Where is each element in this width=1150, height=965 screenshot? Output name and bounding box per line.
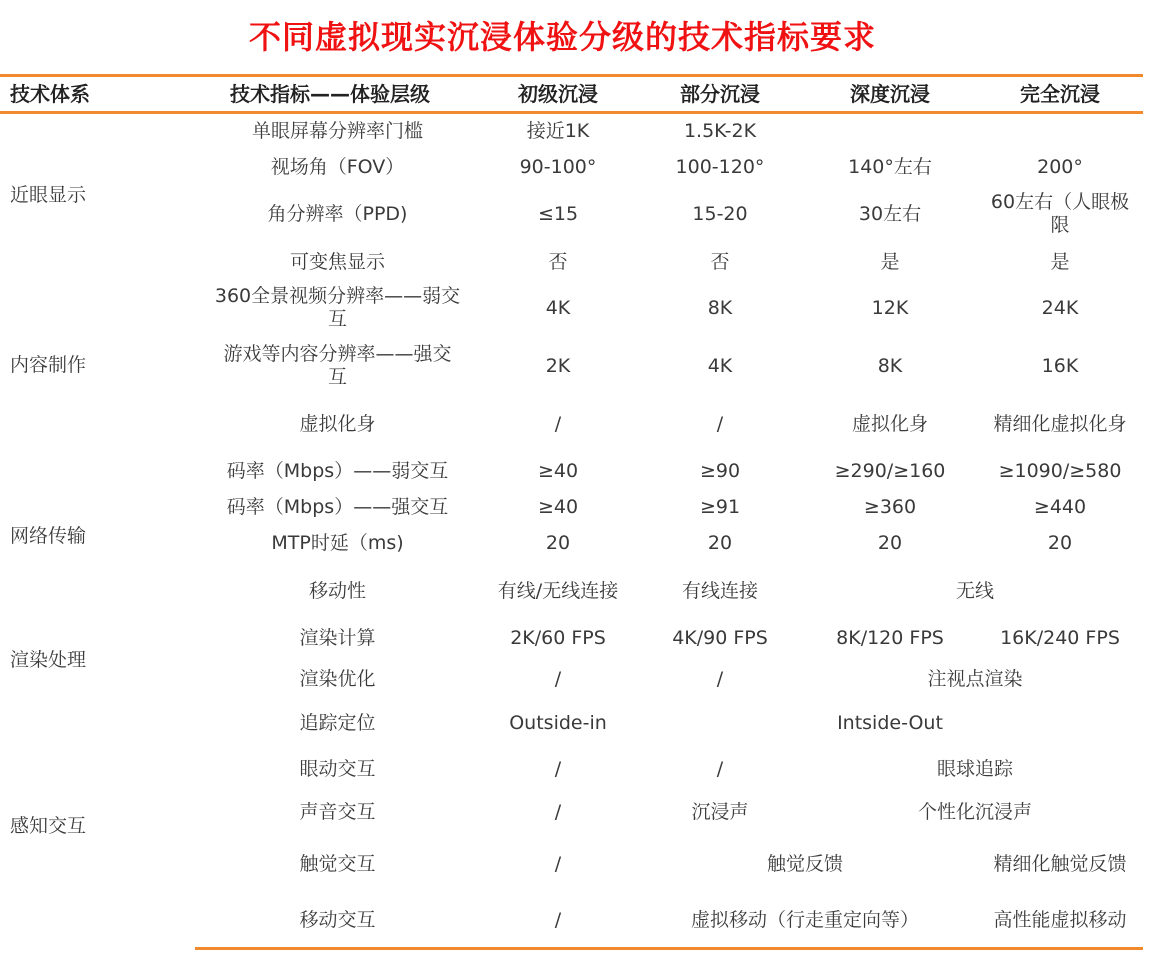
level3-cell: 140°左右 <box>848 155 932 178</box>
level1-cell: 2K <box>545 354 571 377</box>
level1-cell: / <box>554 852 562 875</box>
level2-cell: 沉浸声 <box>691 800 749 823</box>
metric-cell: 码率（Mbps）——弱交互 <box>226 459 449 482</box>
table-row <box>0 398 1150 450</box>
level1-cell: 接近1K <box>526 119 590 142</box>
level4-cell: 是 <box>1050 250 1070 273</box>
level23-cell: 触觉反馈 <box>766 852 843 875</box>
metric-cell: 渲染优化 <box>299 667 376 690</box>
header-level1: 初级沉浸 <box>518 82 598 106</box>
header-metric: 技术指标——体验层级 <box>230 82 430 106</box>
level23-cell: 虚拟移动（行走重定向等） <box>690 908 919 931</box>
level1-cell: / <box>554 757 562 780</box>
level2-cell: 否 <box>710 250 730 273</box>
metric-cell: MTP时延（ms) <box>271 531 404 554</box>
metric-cell <box>205 283 470 333</box>
metric-cell: 移动交互 <box>299 908 376 931</box>
level1-cell: 否 <box>548 250 568 273</box>
level1-cell: ≥40 <box>537 459 579 482</box>
level3-cell: ≥360 <box>863 495 917 518</box>
level3-cell: 虚拟化身 <box>851 412 928 435</box>
top-rule <box>0 74 1143 77</box>
level1-cell: / <box>554 412 562 435</box>
level2-cell: / <box>716 667 724 690</box>
level1-cell: 4K <box>545 296 571 319</box>
level4-cell: 200° <box>1037 155 1083 178</box>
metric-cell <box>205 340 470 392</box>
header-level3: 深度沉浸 <box>850 82 930 106</box>
table-row <box>0 340 1150 392</box>
table-row <box>0 457 1150 485</box>
header-system: 技术体系 <box>10 82 90 106</box>
level1-text: 有线/无线连接 <box>497 579 619 602</box>
header-rule <box>0 111 1143 114</box>
header-level4: 完全沉浸 <box>1020 82 1100 106</box>
level34-cell: 个性化沉浸声 <box>917 800 1032 823</box>
metric-cell: 虚拟化身 <box>299 412 376 435</box>
page-title: 不同虚拟现实沉浸体验分级的技术指标要求 <box>248 18 876 56</box>
level4-cell: 16K/240 FPS <box>1000 626 1120 649</box>
level2-cell: 4K <box>707 354 733 377</box>
bottom-rule <box>195 947 1143 950</box>
metric-cell: 可变焦显示 <box>289 250 385 273</box>
level2-cell: ≥91 <box>699 495 741 518</box>
metric-cell: 移动性 <box>308 579 366 602</box>
level4-text: 精细化触觉反馈 <box>993 852 1127 875</box>
table-row <box>0 152 1150 182</box>
metric-cell: 单眼屏幕分辨率门槛 <box>251 119 423 142</box>
category-render: 渲染处理 <box>10 649 87 671</box>
metric-cell: 渲染计算 <box>299 626 376 649</box>
table-row <box>0 894 1150 946</box>
level1-cell: ≤15 <box>537 202 579 225</box>
table-row <box>0 709 1150 737</box>
level3-cell: 12K <box>871 296 909 319</box>
header-level2: 部分沉浸 <box>680 82 760 106</box>
level3-cell: 20 <box>877 531 903 554</box>
level1-cell: / <box>554 667 562 690</box>
level1-cell: Outside-in <box>509 711 607 734</box>
metric-text: 360全景视频分辨率——弱交互 <box>214 285 461 330</box>
level2-cell: / <box>716 412 724 435</box>
table-row <box>0 755 1150 783</box>
level1-cell <box>478 565 638 617</box>
level1-cell: 2K/60 FPS <box>510 626 606 649</box>
level3-cell: 8K <box>877 354 903 377</box>
table-row <box>0 838 1150 890</box>
metric-text: 游戏等内容分辨率——强交互 <box>223 343 452 388</box>
level4-cell <box>980 188 1140 240</box>
level4-cell <box>980 838 1140 890</box>
level2-cell: / <box>716 757 724 780</box>
level4-cell: ≥1090/≥580 <box>998 459 1122 482</box>
table-row <box>0 188 1150 240</box>
level3-cell: 30左右 <box>858 202 922 225</box>
table-row <box>0 283 1150 333</box>
level4-text: 精细化虚拟化身 <box>993 412 1127 435</box>
level4-text: 60左右（人眼极限 <box>990 191 1130 236</box>
level4-cell: 20 <box>1047 531 1073 554</box>
level1-cell: 20 <box>545 531 571 554</box>
table-row <box>0 665 1150 693</box>
level2-cell: 1.5K-2K <box>683 119 757 142</box>
level1-cell: ≥40 <box>537 495 579 518</box>
category-display: 近眼显示 <box>10 184 87 206</box>
level4-cell: 16K <box>1041 354 1079 377</box>
table-row <box>0 529 1150 557</box>
level1-cell: / <box>554 800 562 823</box>
level4-cell: ≥440 <box>1033 495 1087 518</box>
level4-cell <box>980 894 1140 946</box>
level4-cell: 24K <box>1041 296 1079 319</box>
level3-cell <box>810 117 970 145</box>
metric-cell: 码率（Mbps）——强交互 <box>226 495 449 518</box>
level2-cell: 4K/90 FPS <box>672 626 768 649</box>
metric-cell: 追踪定位 <box>299 711 376 734</box>
level2-cell: 20 <box>707 531 733 554</box>
level3-cell: 是 <box>880 250 900 273</box>
table-row <box>0 798 1150 826</box>
level34-cell: 眼球追踪 <box>936 757 1013 780</box>
metric-cell: 声音交互 <box>299 800 376 823</box>
metric-cell: 视场角（FOV） <box>270 155 405 178</box>
table-row <box>0 248 1150 276</box>
level2-cell: 有线连接 <box>681 579 758 602</box>
table-row <box>0 565 1150 617</box>
level2-cell: 8K <box>707 296 733 319</box>
level4-cell <box>980 117 1140 145</box>
table-row <box>0 117 1150 145</box>
metric-cell: 眼动交互 <box>299 757 376 780</box>
category-network: 网络传输 <box>10 525 87 547</box>
level2-cell: ≥90 <box>699 459 741 482</box>
level3-cell: ≥290/≥160 <box>834 459 946 482</box>
level1-cell: 90-100° <box>519 155 597 178</box>
table-row <box>0 493 1150 521</box>
level2-cell: 100-120° <box>675 155 765 178</box>
level2-cell: 15-20 <box>692 202 748 225</box>
table-row <box>0 624 1150 652</box>
level3-cell: 8K/120 FPS <box>836 626 944 649</box>
metric-cell: 角分辨率（PPD) <box>267 202 408 225</box>
level4-text: 高性能虚拟移动 <box>993 908 1127 931</box>
level1-cell: / <box>554 908 562 931</box>
category-content: 内容制作 <box>10 354 87 376</box>
level234-cell: Intside-Out <box>837 711 943 734</box>
level34-cell: 无线 <box>955 579 994 602</box>
level4-cell <box>980 398 1140 450</box>
metric-cell: 触觉交互 <box>299 852 376 875</box>
category-perception: 感知交互 <box>10 815 87 837</box>
level34-cell: 注视点渲染 <box>927 667 1023 690</box>
